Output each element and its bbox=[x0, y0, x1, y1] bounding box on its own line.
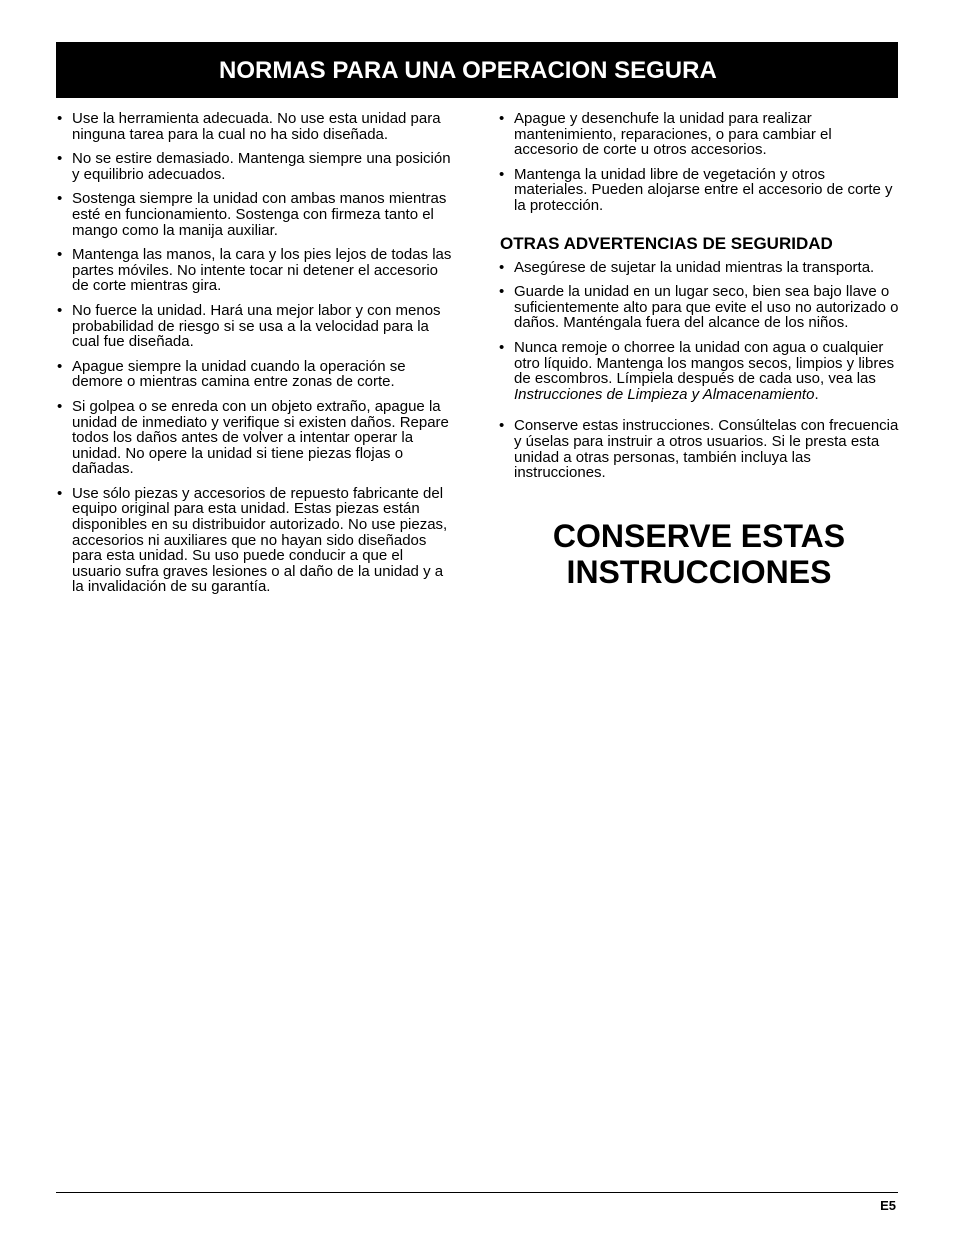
section-header-bar bbox=[56, 42, 898, 98]
bullet-icon: • bbox=[57, 190, 63, 208]
other-warnings-list bbox=[498, 260, 900, 481]
bullet-icon: • bbox=[57, 246, 63, 264]
bullet-icon: • bbox=[57, 397, 63, 415]
keep-instructions-title bbox=[498, 518, 900, 590]
list-item-text: No fuerce la unidad. Hará una mejor labor y con menos probabilidad de riesgo si se usa a la velocidad para la cual fue diseñada. bbox=[72, 301, 441, 351]
bullet-icon: • bbox=[499, 165, 505, 183]
list-item bbox=[56, 359, 454, 390]
page-number: E5 bbox=[880, 1198, 896, 1213]
keep-instructions-title-line2: INSTRUCCIONES bbox=[566, 553, 832, 590]
list-item bbox=[498, 340, 900, 402]
list-item bbox=[56, 486, 454, 595]
footer-divider bbox=[56, 1192, 898, 1193]
list-item bbox=[56, 191, 454, 238]
list-item-text-end: . bbox=[814, 385, 819, 403]
list-item bbox=[56, 399, 454, 477]
section-title: NORMAS PARA UNA OPERACION SEGURA bbox=[219, 57, 717, 84]
list-item-text bbox=[514, 339, 894, 403]
list-item bbox=[56, 151, 454, 182]
bullet-icon: • bbox=[57, 150, 63, 168]
list-item-text: Mantenga las manos, la cara y los pies lejos de todas las partes móviles. No intente tocar ni detener el accesorio de corte mientras gira. bbox=[72, 246, 452, 295]
list-item-text: Apague siempre la unidad cuando la operación se demore o mientras camina entre zonas de corte. bbox=[72, 357, 406, 391]
list-item-text: Mantenga la unidad libre de vegetación y otros materiales. Pueden alojarse entre el accesorio de corte y la protección. bbox=[514, 165, 893, 214]
other-warnings-heading: OTRAS ADVERTENCIAS DE SEGURIDAD bbox=[500, 233, 833, 253]
list-item bbox=[56, 111, 454, 142]
bullet-icon: • bbox=[499, 110, 505, 127]
cleaning-instructions-reference: Instrucciones de Limpieza y Almacenamiento bbox=[514, 385, 815, 403]
left-column bbox=[56, 111, 454, 604]
list-item-text: Apague y desenchufe la unidad para realizar mantenimiento, reparaciones, o para cambiar el accesorio de corte u otros accesorios. bbox=[514, 110, 832, 159]
list-item-text: No se estire demasiado. Mantenga siempre una posición y equilibrio adecuados. bbox=[72, 150, 451, 183]
bullet-icon: • bbox=[57, 110, 63, 127]
list-item bbox=[56, 303, 454, 350]
maintenance-rules-list bbox=[498, 111, 900, 214]
list-item-text: Asegúrese de sujetar la unidad mientras la transporta. bbox=[514, 258, 875, 276]
bullet-icon: • bbox=[499, 417, 505, 435]
bullet-icon: • bbox=[57, 484, 63, 502]
list-item-text: Use sólo piezas y accesorios de repuesto fabricante del equipo original para esta unidad. Estas piezas están disponibles en su distribuidor autorizado. No use piezas, accesorios ni auxiliares que no hayan sido diseñados para esta unidad. Su uso puede conducir a que el usuario sufra graves lesiones o al daño de la unidad y a la invalidación de su garantía. bbox=[72, 484, 448, 596]
list-item bbox=[498, 111, 900, 158]
list-item-text: Guarde la unidad en un lugar seco, bien sea bajo llave o suficientemente alto para que evite el uso no autorizado o daños. Manténgala fuera del alcance de los niños. bbox=[514, 283, 899, 332]
right-column bbox=[498, 111, 900, 590]
list-item bbox=[498, 418, 900, 480]
list-item-text: Sostenga siempre la unidad con ambas manos mientras esté en funcionamiento. Sostenga con firmeza tanto el mango como la manija auxiliar. bbox=[72, 190, 447, 239]
bullet-icon: • bbox=[57, 301, 63, 319]
list-item bbox=[56, 247, 454, 294]
list-item-text-start: Nunca remoje o chorree la unidad con agua o cualquier otro líquido. Mantenga los mangos secos, limpios y libres de escombros. Límpiela después de cada uso, vea las bbox=[514, 338, 895, 388]
bullet-icon: • bbox=[57, 357, 63, 375]
bullet-icon: • bbox=[499, 283, 505, 301]
list-item bbox=[498, 167, 900, 214]
list-item-text: Si golpea o se enreda con un objeto extraño, apague la unidad de inmediato y verifique si existen daños. Repare todos los daños antes de volver a intentar operar la unidad. No opere la unidad si tiene piezas flojas o dañadas. bbox=[72, 397, 449, 478]
bullet-icon: • bbox=[499, 338, 505, 356]
list-item bbox=[498, 284, 900, 331]
list-item bbox=[498, 260, 900, 276]
list-item-text: Use la herramienta adecuada. No use esta unidad para ninguna tarea para la cual no ha sido diseñada. bbox=[72, 110, 441, 143]
safety-rules-list bbox=[56, 111, 454, 595]
list-item-text: Conserve estas instrucciones. Consúltelas con frecuencia y úselas para instruir a otros usuarios. Si le presta esta unidad a otras personas, también incluya las instrucciones. bbox=[514, 417, 899, 482]
bullet-icon: • bbox=[499, 258, 505, 276]
keep-instructions-title-line1: CONSERVE ESTAS bbox=[552, 517, 846, 554]
